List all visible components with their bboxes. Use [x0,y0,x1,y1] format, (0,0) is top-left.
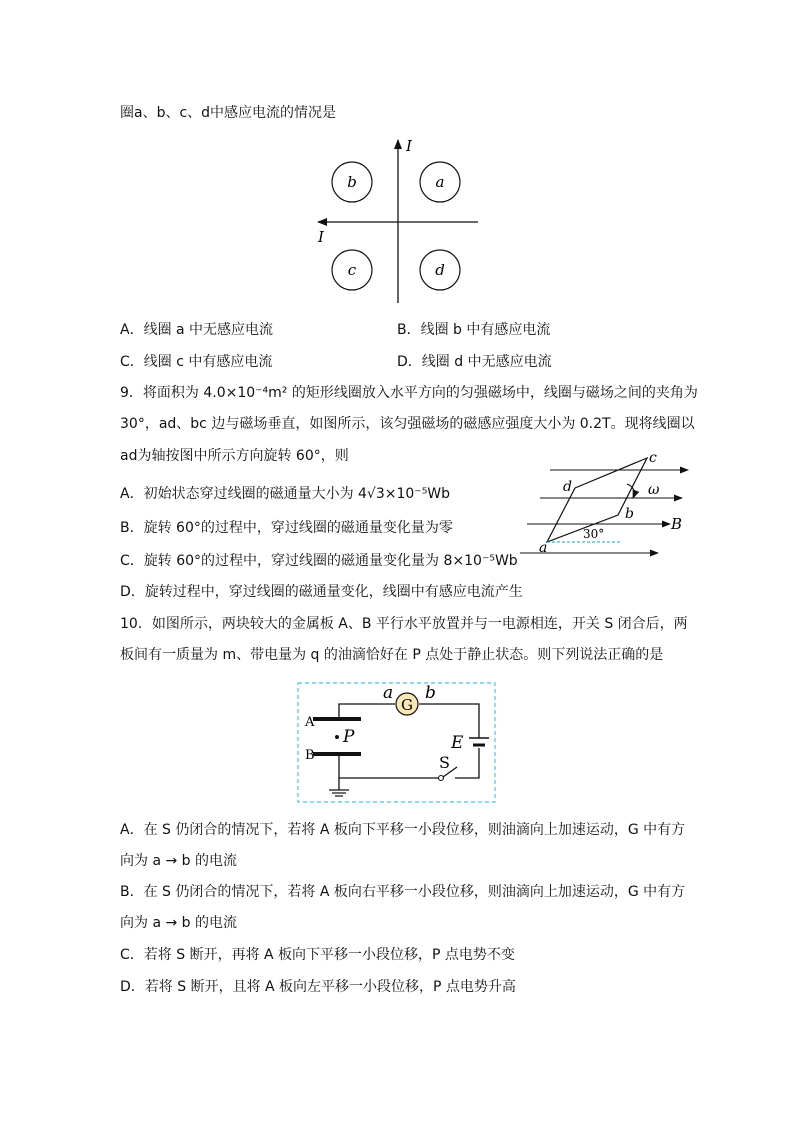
wire-top-right [419,704,479,738]
field-b-label: B [671,515,683,533]
q10-figure [297,682,497,804]
wire-top-left [339,704,395,717]
current-label-vertical: I [406,137,412,155]
wire-bottom [339,756,441,778]
switch-s-label: S [439,753,450,772]
battery-e-label: E [451,733,464,753]
q10-option-a: A．在 S 仍闭合的情况下，若将 A 板向下平移一小段位移，则油滴向上加速运动，G 中有方 [120,822,686,838]
omega-label: ω [648,482,660,498]
plate-b [313,752,361,756]
corner-d-label: d [563,479,572,495]
q8-option-b: B．线圈 b 中有感应电流 [397,322,551,338]
q10-option-d: D．若将 S 断开，且将 A 板向左平移一小段位移，P 点电势升高 [120,979,516,995]
coil-d-label: d [435,261,445,279]
q9-option-b: B．旋转 60°的过程中，穿过线圈的磁通量变化量为零 [120,520,453,536]
node-a-label: a [383,683,394,703]
q9-option-a: A．初始状态穿过线圈的磁通量大小为 4√3×10⁻⁵Wb [120,486,451,502]
q9-figure [515,450,695,560]
oil-drop-icon [335,735,339,739]
coil-b-label: b [347,173,357,191]
q8-stem: 圈a、b、c、d中感应电流的情况是 [120,105,337,121]
q10-option-a-cont: 向为 a → b 的电流 [120,853,237,869]
corner-b-label: b [625,506,634,522]
plate-a [313,717,361,721]
q9-stem-line3: ad为轴按图中所示方向旋转 60°，则 [120,448,349,464]
q10-option-c: C．若将 S 断开，再将 A 板向下平移一小段位移，P 点电势不变 [120,947,515,963]
plate-a-label: A [305,715,315,730]
plate-b-label: B [305,748,315,763]
point-p-label: P [343,727,355,747]
q8-figure [310,135,490,310]
q9-option-c: C．旋转 60°的过程中，穿过线圈的磁通量变化量为 8×10⁻⁵Wb [120,553,518,569]
node-b-label: b [425,683,436,703]
q9-stem-line2: 30°，ad、bc 边与磁场垂直，如图所示，该匀强磁场的磁感应强度大小为 0.2T。现将线圈以 [120,416,695,432]
q9-option-d: D．旋转过程中，穿过线圈的磁通量变化，线圈中有感应电流产生 [120,584,523,600]
q9-stem-line1: 9．将面积为 4.0×10⁻⁴m² 的矩形线圈放入水平方向的匀强磁场中，线圈与磁场之间的夹角为 [120,385,698,401]
q10-option-b-cont: 向为 a → b 的电流 [120,915,237,931]
q10-option-b: B．在 S 仍闭合的情况下，若将 A 板向右平移一小段位移，则油滴向上加速运动，G 中有方 [120,884,686,900]
q8-option-c: C．线圈 c 中有感应电流 [120,354,273,370]
q10-stem-line1: 10．如图所示，两块较大的金属板 A、B 平行水平放置并与一电源相连，开关 S 闭合后，两 [120,616,688,632]
angle-label: 30° [583,527,605,541]
q10-stem-line2: 板间有一质量为 m、带电量为 q 的油滴恰好在 P 点处于静止状态。则下列说法正确的是 [120,647,664,663]
coil-a-label: a [435,173,445,191]
switch-icon [439,776,444,781]
corner-c-label: c [649,450,657,466]
q8-option-a: A．线圈 a 中无感应电流 [120,322,274,338]
corner-a-label: a [539,540,548,556]
galvanometer-label: G [401,696,413,714]
current-label-horizontal: I [318,228,324,246]
coil-c-label: c [347,261,357,279]
q8-option-d: D．线圈 d 中无感应电流 [397,354,552,370]
